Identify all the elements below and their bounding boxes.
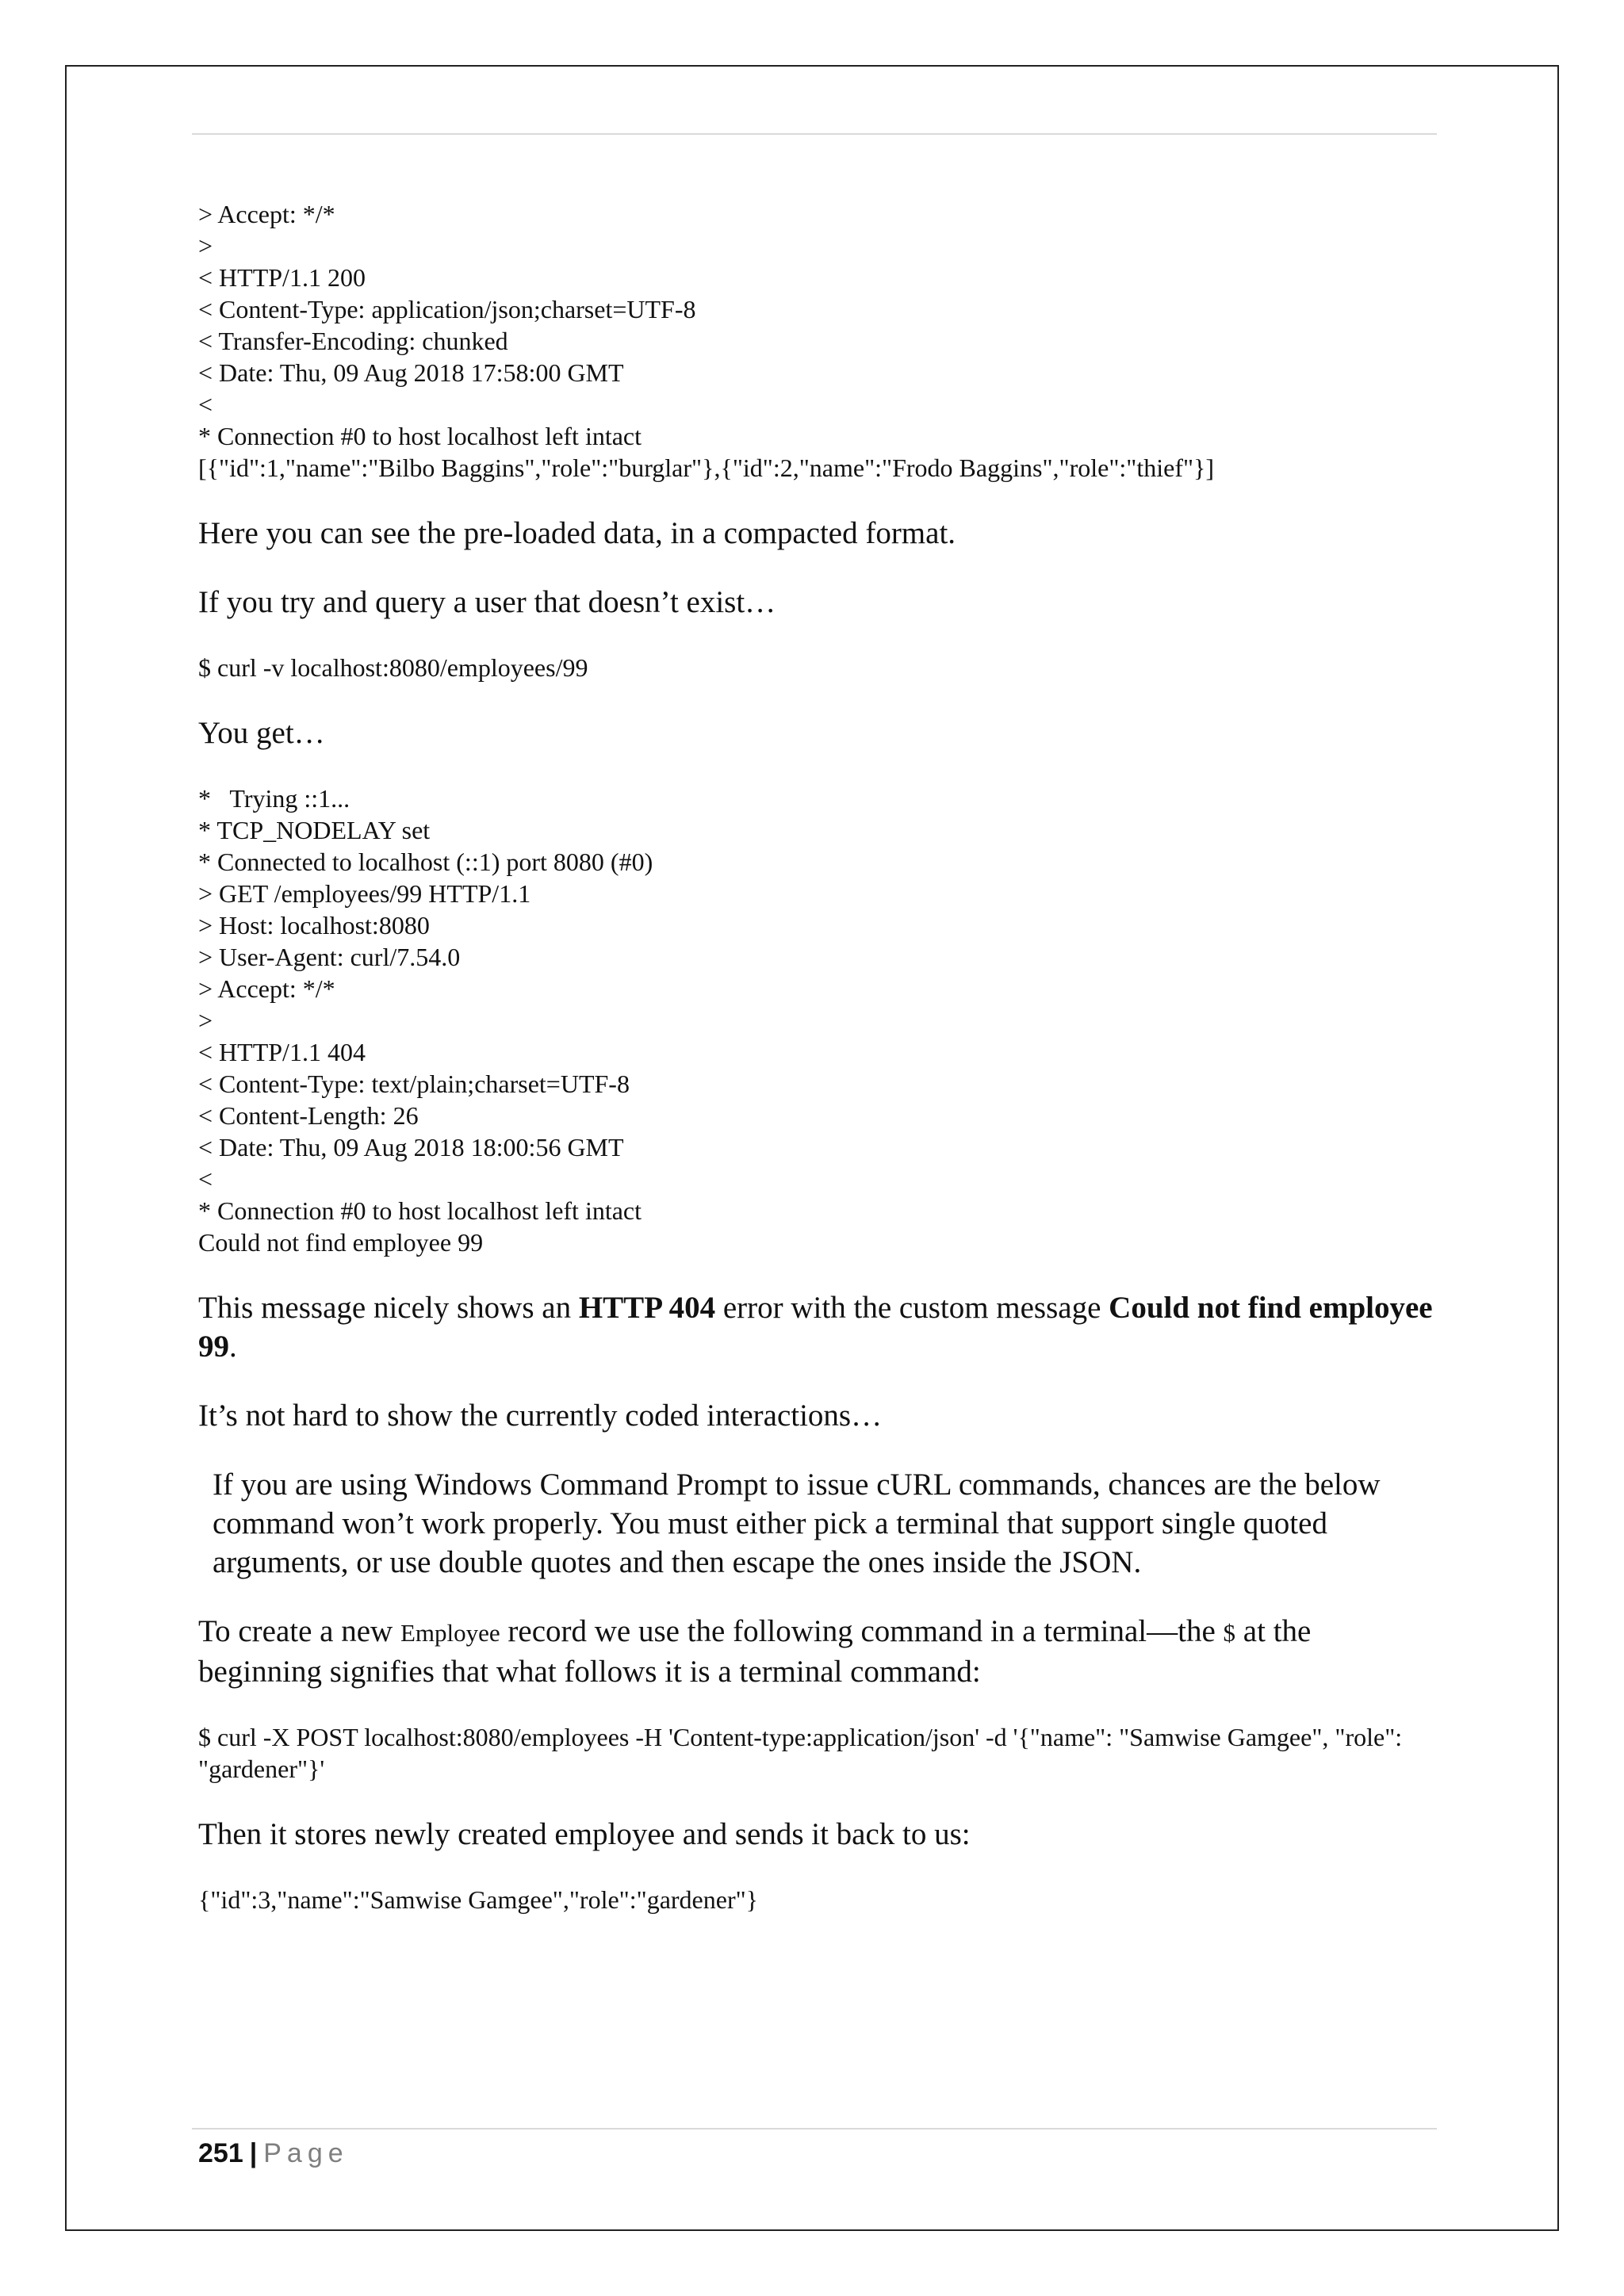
paragraph-create xyxy=(198,1612,1439,1691)
paragraph: If you try and query a user that doesn’t exist… xyxy=(198,585,776,619)
header-rule xyxy=(192,133,1437,135)
text: record we use the following command in a terminal—the xyxy=(500,1614,1224,1648)
code-line: > User-Agent: curl/7.54.0 xyxy=(198,943,461,971)
curl-post-command: $ curl -X POST localhost:8080/employees -H 'Content-type:application/json' -d '{"name": "Samwise Gamgee", "role": "gardener"}' xyxy=(198,1723,1409,1783)
json-result: {"id":3,"name":"Samwise Gamgee","role":"gardener"} xyxy=(198,1885,759,1914)
code-line: > Accept: */* xyxy=(198,974,335,1003)
code-line: * Connection #0 to host localhost left intact xyxy=(198,1196,642,1225)
code-line: * TCP_NODELAY set xyxy=(198,816,431,844)
paragraph: You get… xyxy=(198,716,325,750)
code-line: < Date: Thu, 09 Aug 2018 18:00:56 GMT xyxy=(198,1133,624,1161)
page-footer xyxy=(198,2136,349,2171)
bold-text: Could not find employee 99 xyxy=(198,1291,1433,1364)
code-line: < Content-Type: application/json;charset=UTF-8 xyxy=(198,295,696,323)
paragraph: Here you can see the pre-loaded data, in a compacted format. xyxy=(198,516,956,550)
code-line: < Transfer-Encoding: chunked xyxy=(198,327,508,355)
windows-note: If you are using Windows Command Prompt to issue cURL commands, chances are the below command won’t work properly. You must either pick a terminal that support single quoted arguments, or use double quotes and then escape the ones inside the JSON. xyxy=(213,1468,1381,1579)
code-line: < xyxy=(198,1165,213,1193)
page-label: Page xyxy=(263,2138,349,2168)
bold-text: HTTP 404 xyxy=(578,1291,716,1325)
code-line: < HTTP/1.1 200 xyxy=(198,263,366,292)
code-line: * Trying ::1... xyxy=(198,784,350,813)
code-line: < Date: Thu, 09 Aug 2018 17:58:00 GMT xyxy=(198,358,624,387)
page-number: 251 xyxy=(198,2138,243,2168)
inline-code: Employee xyxy=(400,1619,500,1647)
text: error with the custom message xyxy=(715,1291,1109,1325)
code-line: [{"id":1,"name":"Bilbo Baggins","role":"burglar"},{"id":2,"name":"Frodo Baggins","role":"thief"}] xyxy=(198,453,1215,482)
paragraph: It’s not hard to show the currently coded interactions… xyxy=(198,1399,883,1433)
text: To create a new xyxy=(198,1614,400,1648)
inline-code: $ xyxy=(1223,1619,1236,1647)
curl-command: $ curl -v localhost:8080/employees/99 xyxy=(198,653,588,682)
text: at the beginning signifies that what follows it is a terminal command: xyxy=(198,1614,1312,1689)
paragraph-404 xyxy=(198,1288,1439,1366)
response-block-1 xyxy=(198,198,1439,484)
code-line: > Host: localhost:8080 xyxy=(198,911,430,939)
code-line: > xyxy=(198,232,213,260)
code-line: > xyxy=(198,1006,213,1035)
code-line: Could not find employee 99 xyxy=(198,1228,484,1257)
text: This message nicely shows an xyxy=(198,1291,579,1325)
code-line: > GET /employees/99 HTTP/1.1 xyxy=(198,879,531,908)
code-line: < Content-Type: text/plain;charset=UTF-8 xyxy=(198,1070,630,1098)
code-line: < HTTP/1.1 404 xyxy=(198,1038,366,1066)
code-line: > Accept: */* xyxy=(198,200,335,228)
code-line: * Connected to localhost (::1) port 8080 (#0) xyxy=(198,848,653,876)
code-line: * Connection #0 to host localhost left intact xyxy=(198,422,642,450)
footer-separator: | xyxy=(249,2138,258,2168)
footer-rule xyxy=(192,2128,1437,2130)
code-line: < Content-Length: 26 xyxy=(198,1101,419,1130)
code-line: < xyxy=(198,390,213,419)
response-block-2 xyxy=(198,783,1439,1258)
text: . xyxy=(229,1330,237,1364)
page-content xyxy=(198,198,1439,1915)
paragraph: Then it stores newly created employee and sends it back to us: xyxy=(198,1817,971,1851)
